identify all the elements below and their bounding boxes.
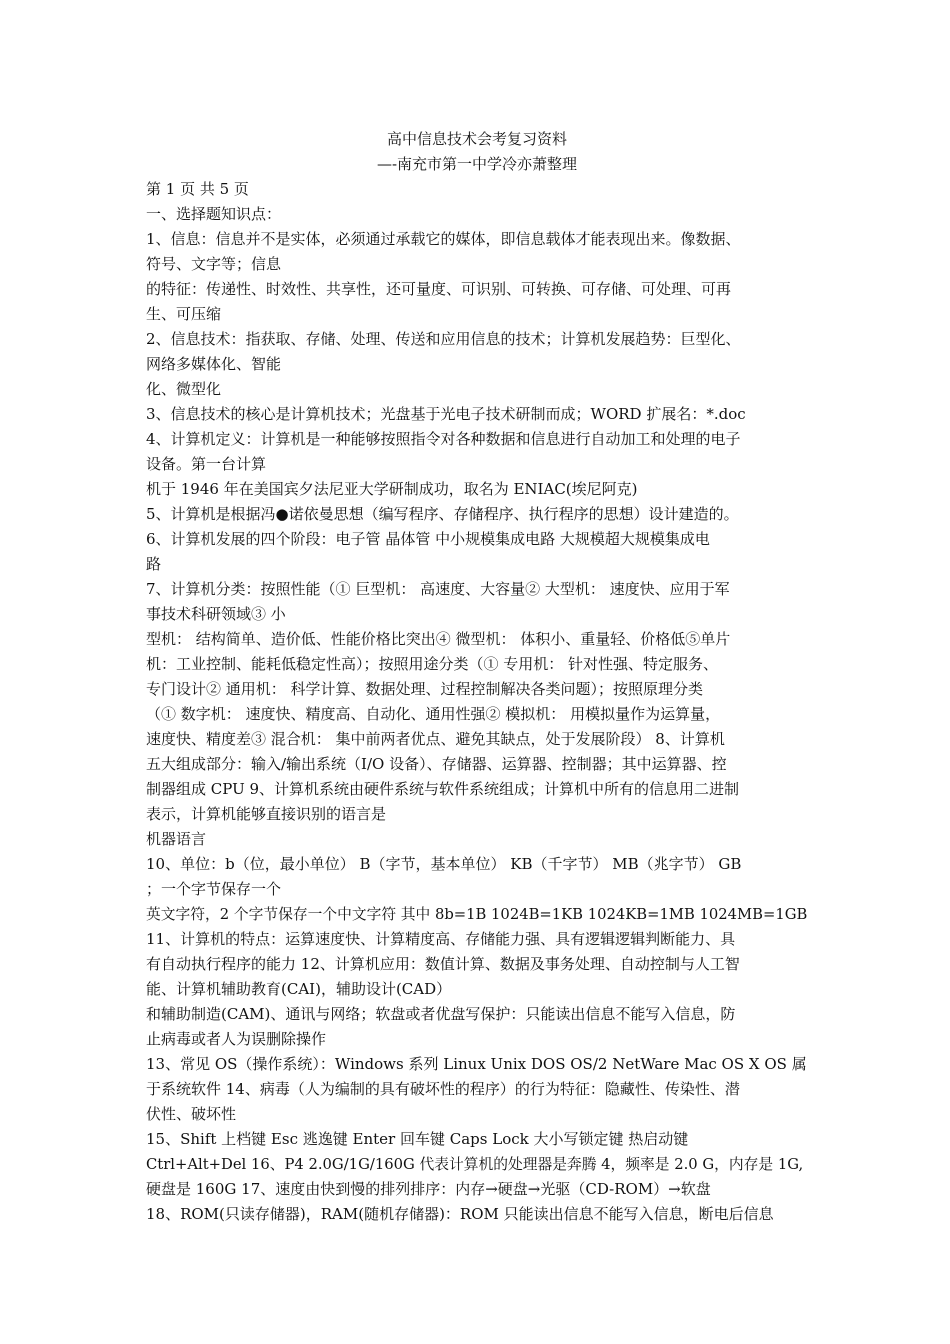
text-line: 于系统软件 14、病毒（人为编制的具有破坏性的程序）的行为特征：隐藏性、传染性、潜 [146,1080,740,1098]
text-line: 18、ROM(只读存储器)，RAM(随机存储器)：ROM 只能读出信息不能写入信息，断电后信息 [146,1205,774,1223]
document-subtitle: —-南充市第一中学冷亦萧整理 [376,155,578,173]
text-line: 4、计算机定义：计算机是一种能够按照指令对各种数据和信息进行自动加工和处理的电子 [146,430,741,448]
document-text [146,177,808,1227]
text-line: 生、可压缩 [146,305,222,323]
text-line: 网络多媒体化、智能 [146,355,282,373]
text-line: 2、信息技术：指获取、存储、处理、传送和应用信息的技术；计算机发展趋势：巨型化、 [146,330,741,348]
text-line: Ctrl+Alt+Del 16、P4 2.0G/1G/160G 代表计算机的处理器是奔腾 4，频率是 2.0 G，内存是 1G, [146,1156,804,1173]
text-line: 第 1 页 共 5 页 [146,180,249,198]
text-line: 硬盘是 160G 17、速度由快到慢的排列排序：内存→硬盘→光驱（CD-ROM）→软盘 [146,1180,711,1198]
text-line: 止病毒或者人为误删除操作 [146,1030,327,1048]
text-line: 能、计算机辅助教育(CAI)，辅助设计(CAD） [146,980,452,998]
text-line: 3、信息技术的核心是计算机技术；光盘基于光电子技术研制而成；WORD 扩展名：*.doc [146,405,746,423]
text-line: 伏性、破坏性 [146,1105,237,1123]
text-line: 11、计算机的特点：运算速度快、计算精度高、存储能力强、具有逻辑逻辑判断能力、具 [146,930,736,948]
text-line: 机：工业控制、能耗低稳定性高）；按照用途分类（① 专用机： 针对性强、特定服务、 [146,655,719,673]
text-line: 13、常见 OS（操作系统）：Windows 系列 Linux Unix DOS OS/2 NetWare Mac OS X OS 属 [146,1055,807,1073]
text-line: 制器组成 CPU 9、计算机系统由硬件系统与软件系统组成；计算机中所有的信息用二进制 [146,780,740,798]
text-line: 型机： 结构简单、造价低、性能价格比突出④ 微型机： 体积小、重量轻、价格低⑤单片 [146,630,731,648]
text-line: 7、计算机分类：按照性能（① 巨型机： 高速度、大容量② 大型机： 速度快、应用于军 [146,580,730,598]
text-line: 表示，计算机能够直接识别的语言是 [146,805,387,823]
text-line: 五大组成部分：输入/输出系统（I/O 设备）、存储器、运算器、控制器；其中运算器、控 [146,755,727,773]
text-line: 和辅助制造(CAM)、通讯与网络；软盘或者优盘写保护：只能读出信息不能写入信息，防 [146,1005,736,1023]
document-body [146,127,808,1227]
text-line: 一、选择题知识点： [146,205,282,223]
text-line: 英文字符，2 个字节保存一个中文字符 其中 8b=1B 1024B=1KB 1024KB=1MB 1024MB=1GB [146,906,808,923]
text-line: 机器语言 [146,830,207,848]
text-line: 事技术科研领域③ 小 [146,605,286,623]
text-line: 化、微型化 [146,380,222,398]
text-line: 5、计算机是根据冯●诺依曼思想（编写程序、存储程序、执行程序的思想）设计建造的。 [146,505,739,523]
text-line: 专门设计② 通用机： 科学计算、数据处理、过程控制解决各类问题）；按照原理分类 [146,680,704,698]
text-line: 符号、文字等；信息 [146,255,282,273]
text-line: 6、计算机发展的四个阶段：电子管 晶体管 中小规模集成电路 大规模超大规模集成电 [146,530,710,548]
text-line: 设备。第一台计算 [146,455,267,473]
text-line: 有自动执行程序的能力 12、计算机应用：数值计算、数据及事务处理、自动控制与人工智 [146,955,740,973]
text-line: （① 数字机： 速度快、精度高、自动化、通用性强② 模拟机： 用模拟量作为运算量， [146,705,721,723]
text-line: 10、单位：b（位，最小单位） B（字节，基本单位） KB（千字节） MB（兆字节） GB [146,855,742,873]
text-line: 机于 1946 年在美国宾夕法尼亚大学研制成功，取名为 ENIAC(埃尼阿克) [146,480,638,498]
document-title: 高中信息技术会考复习资料 [386,130,567,148]
text-line: 15、Shift 上档键 Esc 逃逸键 Enter 回车键 Caps Lock 大小写锁定键 热启动键 [146,1130,689,1148]
text-line: ；一个字节保存一个 [146,880,282,898]
text-line: 的特征：传递性、时效性、共享性，还可量度、可识别、可转换、可存储、可处理、可再 [146,280,732,298]
text-line: 1、信息：信息并不是实体，必须通过承载它的媒体，即信息载体才能表现出来。像数据、 [146,230,741,248]
text-line: 速度快、精度差③ 混合机： 集中前两者优点、避免其缺点，处于发展阶段） 8、计算机 [146,730,725,748]
text-line: 路 [146,555,162,573]
